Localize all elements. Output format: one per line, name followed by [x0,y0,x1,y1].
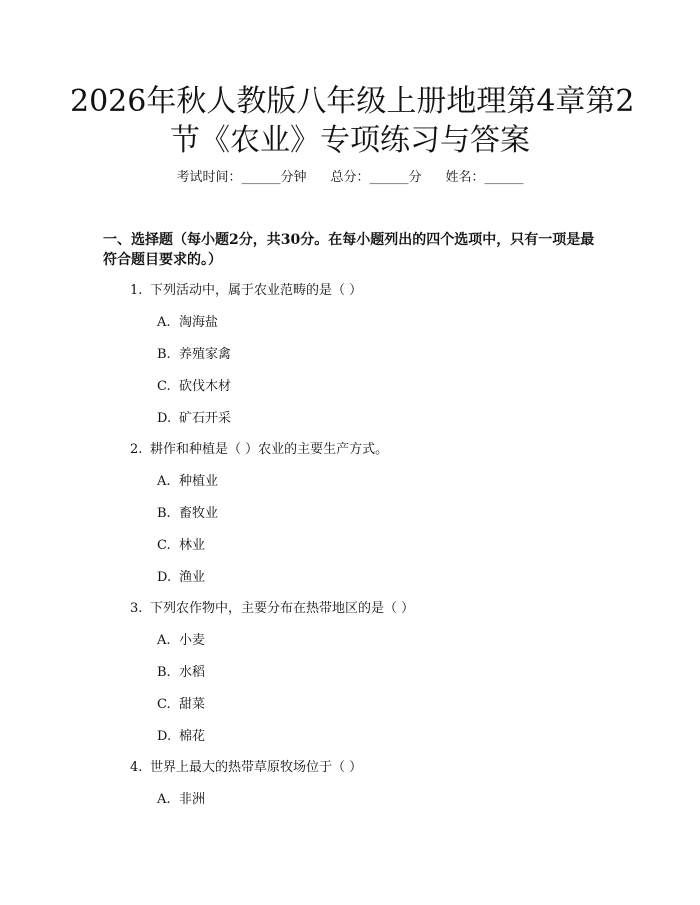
option-letter: D. [157,570,172,585]
question-2-option-d [157,569,205,587]
option-text: 小麦 [179,633,206,648]
question-number: 4. [130,760,143,775]
question-2-option-b [157,505,218,523]
option-letter: D. [157,729,172,744]
question-number: 2. [130,442,143,457]
exam-name-label: 姓名：______ [445,170,524,185]
question-3-option-b [157,664,205,682]
question-text: 世界上最大的热带草原牧场位于（ ） [150,760,363,775]
option-text: 淘海盐 [179,315,219,330]
option-text: 矿石开采 [179,411,232,426]
option-letter: D. [157,411,172,426]
question-number: 1. [130,283,143,298]
option-text: 养殖家禽 [179,347,232,362]
option-letter: C. [157,379,171,394]
question-4-option-a [157,791,205,809]
question-1-option-b [157,346,231,364]
option-letter: A. [157,474,171,489]
question-text: 耕作和种植是（ ）农业的主要生产方式。 [150,442,389,457]
question-3 [130,600,414,618]
section-heading-choice: 一、选择题（每小题2分，共30分。在每小题列出的四个选项中，只有一项是最符合题目要求的。） [103,232,595,268]
question-text: 下列活动中，属于农业范畴的是（ ） [150,283,363,298]
question-2 [130,441,388,459]
exam-score-label: 总分：______分 [330,170,422,185]
question-2-option-a [157,473,218,491]
option-letter: B. [157,665,171,680]
option-letter: A. [157,792,171,807]
question-4 [130,759,362,777]
option-text: 砍伐木材 [179,379,232,394]
option-text: 种植业 [179,474,219,489]
option-text: 甜菜 [179,697,206,712]
option-text: 林业 [179,538,206,553]
question-3-option-c [157,696,205,714]
option-letter: B. [157,347,171,362]
exam-info [0,168,700,188]
option-text: 畜牧业 [179,506,219,521]
option-text: 非洲 [179,792,206,807]
option-text: 水稻 [179,665,206,680]
option-text: 渔业 [179,570,206,585]
question-1-option-a [157,314,218,332]
option-letter: C. [157,697,171,712]
option-letter: B. [157,506,171,521]
option-letter: C. [157,538,171,553]
question-3-option-a [157,632,205,650]
option-letter: A. [157,315,171,330]
option-text: 棉花 [179,729,206,744]
exam-time-label: 考试时间：______分钟 [176,170,307,185]
question-1-option-d [157,410,231,428]
question-2-option-c [157,537,205,555]
question-number: 3. [130,601,143,616]
document-title-line2: 节《农业》专项练习与答案 [170,123,530,158]
question-text: 下列农作物中，主要分布在热带地区的是（ ） [150,601,415,616]
option-letter: A. [157,633,171,648]
question-1 [130,282,362,300]
document-title-line1: 2026年秋人教版八年级上册地理第4章第2 [70,84,635,119]
question-1-option-c [157,378,231,396]
question-3-option-d [157,728,205,746]
